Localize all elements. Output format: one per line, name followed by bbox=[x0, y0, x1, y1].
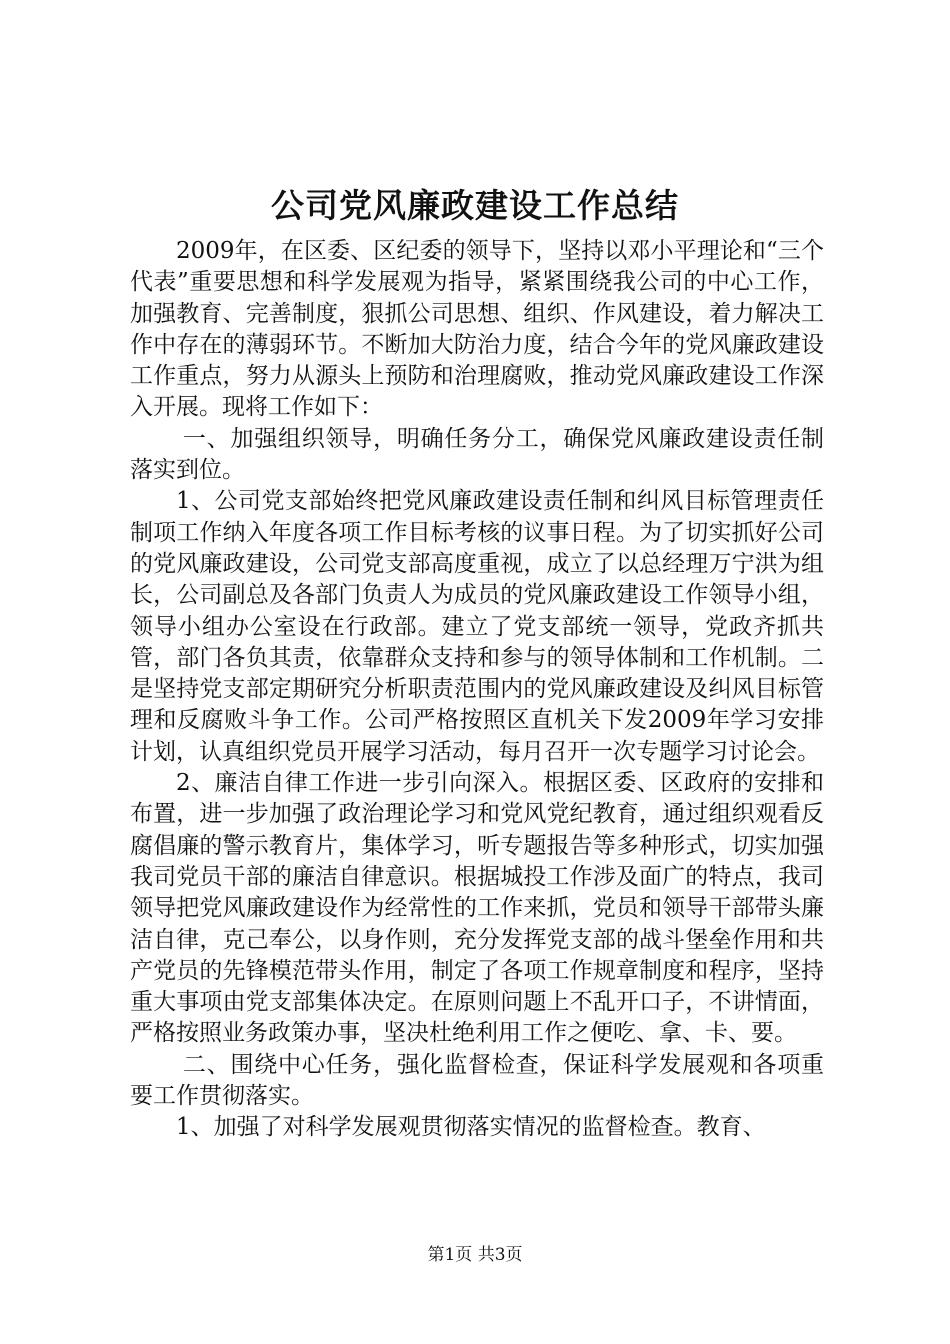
paragraph-item-1: 1、公司党支部始终把党风廉政建设责任制和纠风目标管理责任制项工作纳入年度各项工作目标考核的议事日程。为了切实抓好公司的党风廉政建设，公司党支部高度重视，成立了以总经理万宁洪为组长，公司副总及各部门负责人为成员的党风廉政建设工作领导小组，领导小组办公室设在行政部。建立了党支部统一领导，党政齐抓共管，部门各负其责，依靠群众支持和参与的领导体制和工作机制。二是坚持党支部定期研究分析职责范围内的党风廉政建设及纠风目标管理和反腐败斗争工作。公司严格按照区直机关下发2009年学习安排计划，认真组织党员开展学习活动，每月召开一次专题学习讨论会。 bbox=[130, 488, 824, 765]
section-heading-2: 二、围绕中心任务，强化监督检查，保证科学发展观和各项重要工作贯彻落实。 bbox=[130, 1051, 824, 1110]
paragraph-item-2: 2、廉洁自律工作进一步引向深入。根据区委、区政府的安排和布置，进一步加强了政治理论学习和党风党纪教育，通过组织观看反腐倡廉的警示教育片，集体学习，听专题报告等多种形式，切实加强我司党员干部的廉洁自律意识。根据城投工作涉及面广的特点，我司领导把党风廉政建设作为经常性的工作来抓，党员和领导干部带头廉洁自律，克己奉公，以身作则，充分发挥党支部的战斗堡垒作用和共产党员的先锋模范带头作用，制定了各项工作规章制度和程序，坚持重大事项由党支部集体决定。在原则问题上不乱开口子，不讲情面，严格按照业务政策办事，坚决杜绝利用工作之便吃、拿、卡、要。 bbox=[130, 770, 824, 1047]
paragraph-item-3: 1、加强了对科学发展观贯彻落实情况的监督检查。教育、 bbox=[176, 1114, 766, 1141]
page-footer bbox=[0, 1244, 950, 1266]
document-body bbox=[130, 236, 824, 1144]
page-total: 共3页 bbox=[477, 1245, 523, 1265]
paragraph-intro: 2009年，在区委、区纪委的领导下，坚持以邓小平理论和“三个代表”重要思想和科学发展观为指导，紧紧围绕我公司的中心工作，加强教育、完善制度，狠抓公司思想、组织、作风建设，着力解决工作中存在的薄弱环节。不断加大防治力度，结合今年的党风廉政建设工作重点，努力从源头上预防和治理腐败，推动党风廉政建设工作深入开展。现将工作如下： bbox=[130, 238, 824, 421]
page-number: 第1页 bbox=[427, 1245, 473, 1265]
section-heading-1: 一、加强组织领导，明确任务分工，确保党风廉政建设责任制落实到位。 bbox=[130, 425, 824, 484]
document-title: 公司党风廉政建设工作总结 bbox=[271, 186, 679, 225]
